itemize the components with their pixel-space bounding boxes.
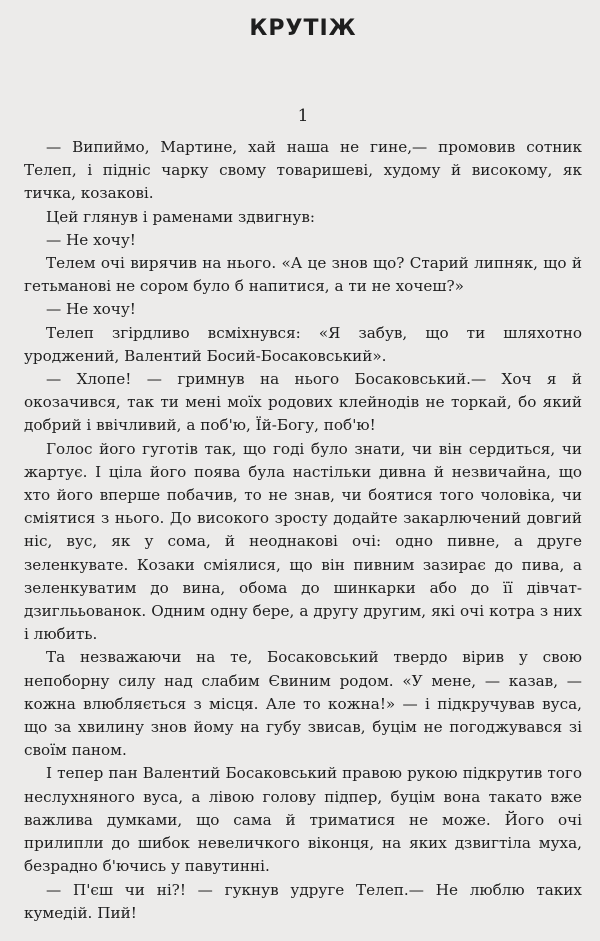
paragraph: І тепер пан Валентий Босаковський правою рукою підкрутив того неслухняного вуса, а лівою голову підпер, буцім вона такато вже важлива думками, що сама й триматися не може. Його очі прилипли до шибок невеличкого віконця, на яких дзвигтіла муха, безрадно б'ючись у павутинні.: [24, 764, 582, 876]
paragraph: Та незважаючи на те, Босаковський твердо вірив у свою непоборну силу над слабим Євиним родом. «У мене, — казав, — кожна влюбляється з місця. Але то кожна!» — і підкручував вуса, що за хвилину знов йому на губу звисав, буцім не погоджувався зі своїм паном.: [24, 648, 582, 760]
paragraph: — Не хочу!: [46, 300, 136, 319]
chapter-title: КРУТІЖ: [249, 16, 357, 41]
chapter-number: 1: [297, 106, 309, 126]
paragraph: Телеп згірдливо всміхнувся: «Я забув, що ти шляхотно уроджений, Валентий Босий-Босаковський».: [24, 323, 582, 365]
paragraph: — Випиймо, Мартине, хай наша не гине,— промовив сотник Телеп, і підніс чарку свому товаришеві, худому й високому, як тичка, козакові.: [24, 138, 582, 203]
paragraph: Голос його гуготів так, що годі було знати, чи він сердиться, чи жартує. І ціла його поява була настільки дивна й незвичайна, що хто його вперше побачив, то не знав, чи боятися того чоловіка, чи сміятися з нього. До високого зросту додайте закарлючений довгий ніс, вус, як у сома, й неоднакові очі: одно пивне, а друге зеленкувате. Козаки сміялися, що він пивним зазирає до пива, а зеленкуватим до вина, обома до шинкарки або до її дівчат-дзиглььованок. Одним одну бере, а другу другим, які очі котра з них і любить.: [24, 439, 582, 644]
paragraph: Цей глянув і раменами здвигнув:: [46, 207, 315, 226]
paragraph: — Не хочу!: [46, 230, 136, 249]
paragraph: — П'єш чи ні?! — гукнув удруге Телеп.— Не люблю таких кумедій. Пий!: [24, 880, 582, 922]
paragraph: — Хлопе! — гримнув на нього Босаковський.— Хоч я й окозачився, так ти мені моїх родових клейнодів не торкай, бо який добрий і ввічливий, а поб'ю, Їй-Богу, поб'ю!: [24, 370, 582, 435]
body-text: [24, 136, 582, 925]
paragraph: Телем очі вирячив на нього. «А це знов що? Старий липняк, що й гетьманові не сором було б напитися, а ти не хочеш?»: [24, 254, 582, 296]
